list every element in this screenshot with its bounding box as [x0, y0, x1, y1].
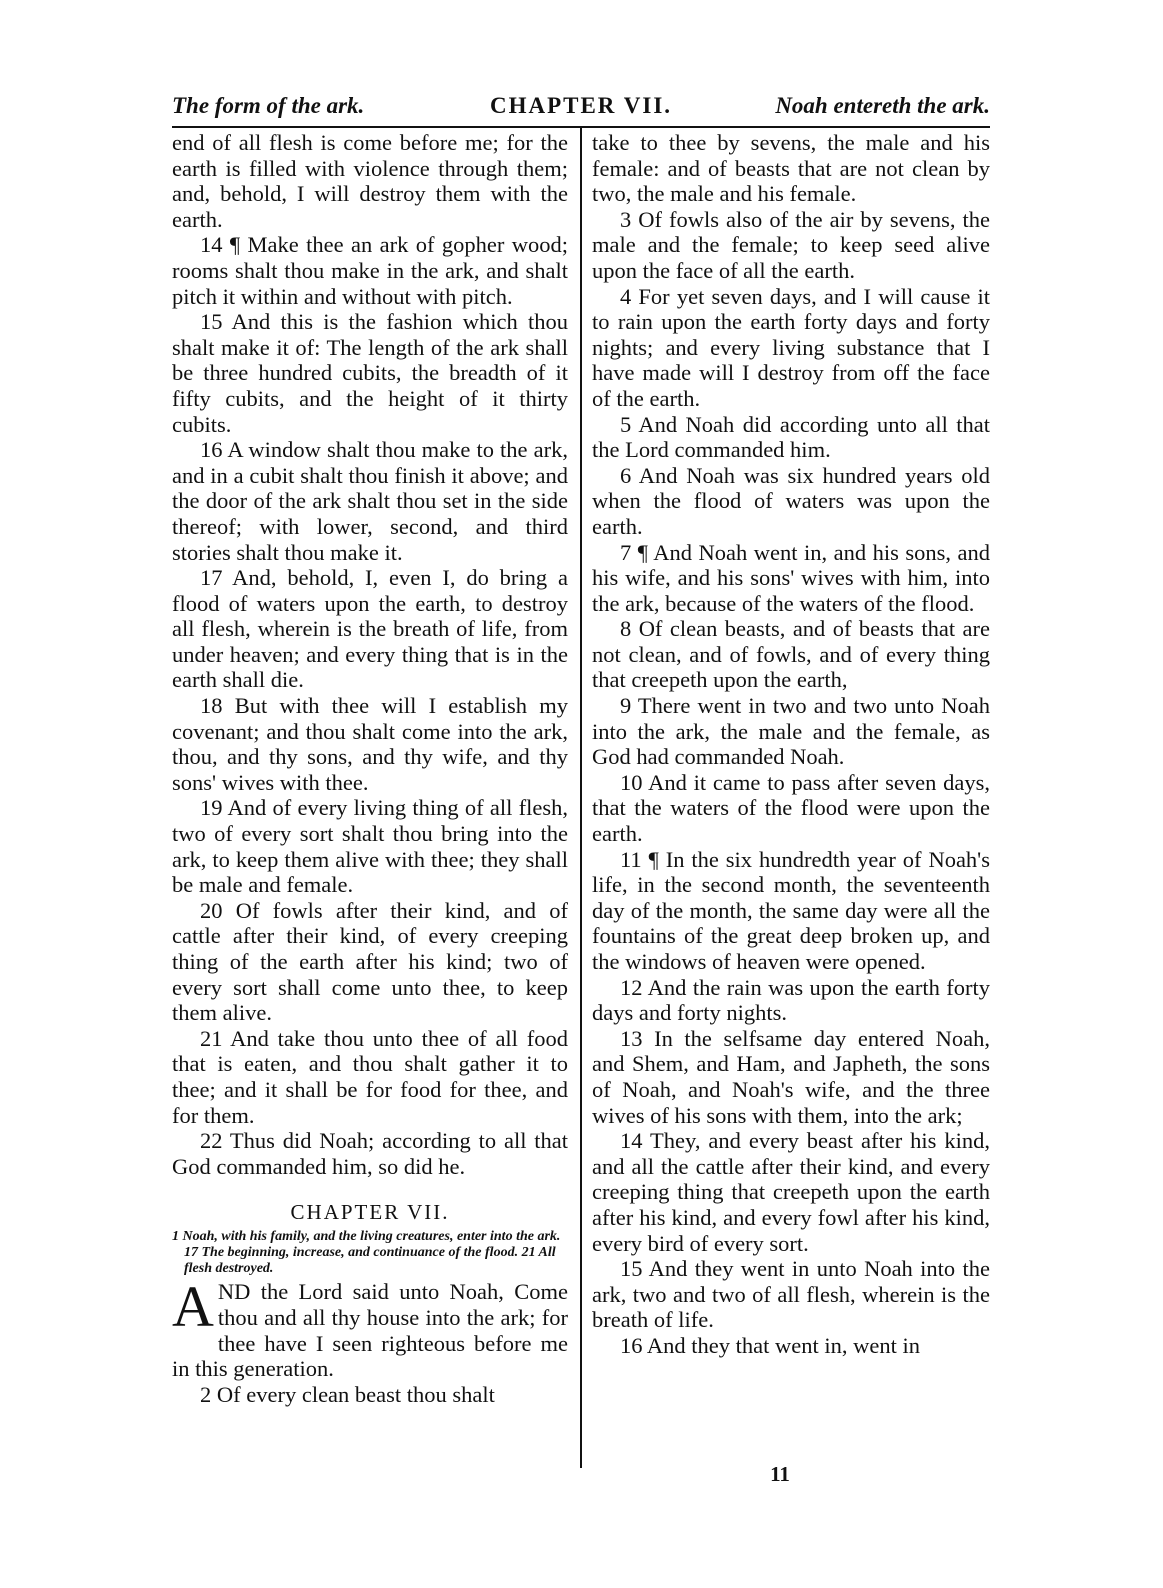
verse-21: 21 And take thou unto thee of all food that is eaten, and thou shalt gather it to thee; and it shall be for food for thee, and for them.	[172, 1025, 568, 1128]
verse-16: 16 A window shalt thou make to the ark, and in a cubit shalt thou finish it above; and the door of the ark shalt thou set in the side thereof; with lower, second, and third stories shalt thou make it.	[172, 437, 568, 565]
chapter-summary: 1 Noah, with his family, and the living creatures, enter into the ark. 17 The beginning, increase, and continuance of the flood. 21 All flesh destroyed.	[172, 1229, 561, 1277]
verse-12: 12 And the rain was upon the earth forty days and forty nights.	[592, 974, 990, 1026]
verse-18: 18 But with thee will I establish my covenant; and thou shalt come into the ark, thou, and thy sons, and thy wife, and thy sons' wives with thee.	[172, 693, 568, 795]
verse-3: 3 Of fowls also of the air by sevens, the male and the female; to keep seed alive upon the face of all the earth.	[592, 206, 990, 283]
verse-2-start: 2 Of every clean beast thou shalt	[200, 1381, 495, 1407]
verse-8: 8 Of clean beasts, and of beasts that are not clean, and of fowls, and of every thing that creepeth upon the earth,	[592, 616, 990, 693]
verse-11: 11 ¶ In the six hundredth year of Noah's life, in the second month, the seventeenth day of the month, the same day were all the fountains of the great deep broken up, and the windows of heaven were opened.	[592, 846, 990, 974]
chapter-heading: CHAPTER VII.	[290, 1200, 450, 1225]
verse-19: 19 And of every living thing of all flesh, two of every sort shalt thou bring into the ark, to keep them alive with thee; they shall be male and female.	[172, 795, 568, 898]
running-header	[172, 88, 990, 124]
right-column	[592, 130, 990, 1359]
verse-13: 13 In the selfsame day entered Noah, and Shem, and Ham, and Japheth, the sons of Noah, and Noah's wife, and the three wives of his sons with them, into the ark;	[592, 1025, 990, 1128]
verse-6: 6 And Noah was six hundred years old when the flood of waters was upon the earth.	[592, 462, 990, 539]
verse-10: 10 And it came to pass after seven days, that the waters of the flood were upon the earth.	[592, 769, 990, 847]
verse-14: 14 ¶ Make thee an ark of gopher wood; rooms shalt thou make in the ark, and shalt pitch it within and without with pitch.	[172, 232, 568, 309]
header-chapter: CHAPTER VII.	[489, 93, 673, 118]
verse-15: 15 And they went in unto Noah into the ark, two and two of all flesh, wherein is the breath of life.	[592, 1256, 990, 1333]
verse-2-continuation: take to thee by sevens, the male and his female: and of beasts that are not clean by two, the male and his female.	[592, 130, 990, 207]
page-number: 11	[770, 1462, 790, 1486]
left-column	[172, 130, 568, 1407]
verse-15: 15 And this is the fashion which thou shalt make it of: The length of the ark shall be three hundred cubits, the breadth of it fifty cubits, and the height of it thirty cubits.	[172, 309, 568, 437]
verse-16-start: 16 And they that went in, went in	[620, 1332, 920, 1358]
verse-continuation: end of all flesh is come before me; for the earth is filled with violence through them; and, behold, I will destroy them with the earth.	[172, 130, 568, 232]
verse-22: 22 Thus did Noah; according to all that God commanded him, so did he.	[172, 1128, 568, 1179]
column-divider	[580, 128, 582, 1468]
verse-1	[172, 1274, 568, 1382]
header-right-title: Noah entereth the ark.	[775, 93, 990, 118]
verse-5: 5 And Noah did according unto all that the Lord commanded him.	[592, 411, 990, 463]
verse-9: 9 There went in two and two unto Noah into the ark, the male and the female, as God had commanded Noah.	[592, 693, 990, 770]
verse-17: 17 And, behold, I, even I, do bring a flood of waters upon the earth, to destroy all flesh, wherein is the breath of life, from under heaven; and every thing that is in the earth shall die.	[172, 565, 568, 693]
verse-1-text: ND the Lord said unto Noah, Come thou and all thy house into the ark; for thee have I seen righteous before me in this generation.	[172, 1279, 568, 1382]
verse-7: 7 ¶ And Noah went in, and his sons, and his wife, and his sons' wives with him, into the ark, because of the waters of the flood.	[592, 539, 990, 616]
header-left-title: The form of the ark.	[172, 93, 365, 118]
verse-4: 4 For yet seven days, and I will cause it to rain upon the earth forty days and forty nights; and every living substance that I have made will I destroy from off the face of the earth.	[592, 283, 990, 411]
verse-20: 20 Of fowls after their kind, and of cattle after their kind, of every creeping thing of the earth after his kind; two of every sort shall come unto thee, to keep them alive.	[172, 897, 568, 1026]
verse-14: 14 They, and every beast after his kind, and all the cattle after their kind, and every creeping thing that creepeth upon the earth after his kind, and every fowl after his kind, every bird of every sort.	[592, 1128, 990, 1256]
drop-cap: A	[172, 1274, 214, 1340]
